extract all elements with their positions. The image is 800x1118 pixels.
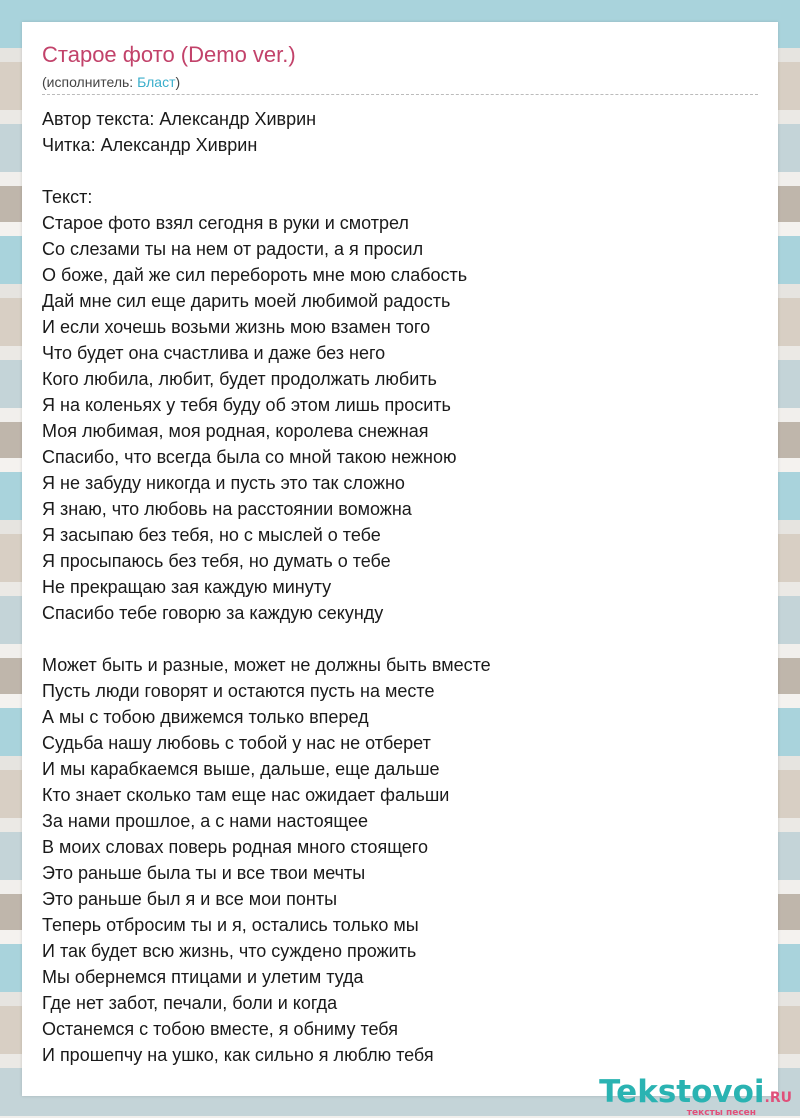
page-title: Старое фото (Demo ver.) xyxy=(42,42,296,67)
lyric-blank-line xyxy=(42,158,758,184)
lyric-line: Где нет забот, печали, боли и когда xyxy=(42,993,338,1013)
lyric-line: И прошепчу на ушко, как сильно я люблю тебя xyxy=(42,1045,434,1065)
artist-prefix: (исполнитель: xyxy=(42,74,138,90)
lyric-line: И так будет всю жизнь, что суждено прожить xyxy=(42,941,417,961)
lyric-line: И мы карабкаемся выше, дальше, еще дальше xyxy=(42,759,440,779)
lyric-line: Читка: Александр Хиврин xyxy=(42,135,258,155)
artist-link[interactable]: Бласт xyxy=(137,74,176,90)
lyric-line: За нами прошлое, а с нами настоящее xyxy=(42,811,368,831)
lyric-line: Мы обернемся птицами и улетим туда xyxy=(42,967,364,987)
logo-tld: .RU xyxy=(764,1090,792,1106)
artist-suffix: ) xyxy=(175,74,181,90)
lyric-line: Я не забуду никогда и пусть это так сложно xyxy=(42,473,405,493)
lyric-line: Дай мне сил еще дарить моей любимой радость xyxy=(42,291,451,311)
lyric-line: Судьба нашу любовь с тобой у нас не отберет xyxy=(42,733,431,753)
lyric-blank-line xyxy=(42,626,758,652)
lyric-line: Это раньше был я и все мои понты xyxy=(42,889,338,909)
lyric-line: Текст: xyxy=(42,187,93,207)
lyric-line: В моих словах поверь родная много стоящего xyxy=(42,837,428,857)
lyric-line: Спасибо, что всегда была со мной такою нежною xyxy=(42,447,457,467)
lyric-line: Моя любимая, моя родная, королева снежная xyxy=(42,421,429,441)
lyric-line: Я на коленьях у тебя буду об этом лишь просить xyxy=(42,395,451,415)
site-logo[interactable] xyxy=(599,1074,792,1118)
artist-line xyxy=(42,74,180,90)
lyric-line: Пусть люди говорят и остаются пусть на месте xyxy=(42,681,435,701)
lyric-line: О боже, дай же сил перебороть мне мою слабость xyxy=(42,265,468,285)
lyric-line: Может быть и разные, может не должны быть вместе xyxy=(42,655,491,675)
lyric-line: Спасибо тебе говорю за каждую секунду xyxy=(42,603,384,623)
lyric-line: Останемся с тобою вместе, я обниму тебя xyxy=(42,1019,398,1039)
lyric-line: Со слезами ты на нем от радости, а я просил xyxy=(42,239,424,259)
logo-wordmark: Tekstovoi xyxy=(599,1074,765,1110)
dashed-divider xyxy=(42,94,758,95)
lyric-line: Автор текста: Александр Хиврин xyxy=(42,109,317,129)
lyric-line: И если хочешь возьми жизнь мою взамен того xyxy=(42,317,431,337)
lyric-line: Теперь отбросим ты и я, остались только мы xyxy=(42,915,419,935)
lyric-line: А мы с тобою движемся только вперед xyxy=(42,707,369,727)
lyric-line: Это раньше была ты и все твои мечты xyxy=(42,863,366,883)
lyric-line: Я засыпаю без тебя, но с мыслей о тебе xyxy=(42,525,381,545)
lyrics-body xyxy=(42,106,758,1068)
lyric-line: Не прекращаю зая каждую минуту xyxy=(42,577,332,597)
lyric-line: Кого любила, любит, будет продолжать любить xyxy=(42,369,437,389)
lyric-line: Старое фото взял сегодня в руки и смотрел xyxy=(42,213,409,233)
logo-tagline: тексты песен xyxy=(686,1108,756,1118)
lyric-line: Я просыпаюсь без тебя, но думать о тебе xyxy=(42,551,391,571)
lyric-line: Я знаю, что любовь на расстоянии воможна xyxy=(42,499,412,519)
lyric-line: Кто знает сколько там еще нас ожидает фальши xyxy=(42,785,450,805)
lyrics-sheet xyxy=(22,22,778,1096)
lyric-line: Что будет она счастлива и даже без него xyxy=(42,343,386,363)
